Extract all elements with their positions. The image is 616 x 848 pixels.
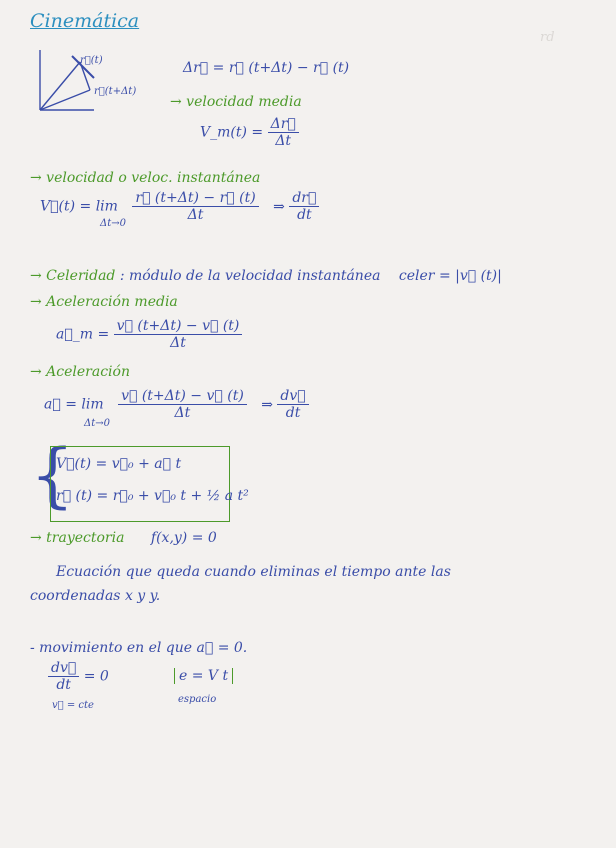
movimiento-box-formula: e = V t	[174, 668, 233, 684]
velocidad-inst-deriv-num: dr⃗	[289, 190, 319, 207]
velocidad-media-den: Δt	[275, 133, 292, 149]
aceleracion-fraction	[118, 388, 247, 421]
aceleracion-formula	[44, 388, 309, 421]
aceleracion-lim: Δt→0	[84, 418, 110, 429]
aceleracion-den: Δt	[174, 405, 191, 421]
aceleracion-deriv-num: dv⃗	[277, 388, 308, 405]
velocidad-inst-fraction	[132, 190, 258, 223]
velocidad-inst-deriv-den: dt	[297, 207, 312, 223]
label-r-t: r⃗(t)	[80, 55, 103, 66]
aceleracion-media-den: Δt	[170, 335, 186, 351]
velocidad-inst-deriv	[289, 190, 319, 223]
velocidad-inst-arrow: ⇒	[273, 198, 285, 215]
aceleracion-media-num: v⃗ (t+Δt) − v⃗ (t)	[114, 318, 243, 335]
movimiento-v-cte: v⃗ = cte	[52, 700, 94, 711]
celeridad-heading: → Celeridad	[30, 268, 116, 284]
velocidad-inst-num: r⃗ (t+Δt) − r⃗ (t)	[132, 190, 258, 207]
system-brace: {	[30, 434, 75, 516]
page-title: Cinemática	[30, 10, 140, 32]
aceleracion-media-formula	[56, 318, 242, 351]
velocidad-inst-lim: Δt→0	[100, 218, 126, 229]
trayectoria-formula: f(x,y) = 0	[150, 530, 217, 546]
aceleracion-num: v⃗ (t+Δt) − v⃗ (t)	[118, 388, 247, 405]
movimiento-heading: - movimiento en el que a⃗ = 0.	[30, 640, 248, 656]
aceleracion-media-lhs: a⃗_m =	[56, 326, 110, 343]
velocidad-inst-lhs: V⃗(t) = lim	[40, 198, 118, 215]
velocidad-instantanea-formula	[40, 190, 319, 223]
trayectoria-text-1: Ecuación que queda cuando eliminas el tiempo ante las	[56, 564, 451, 580]
movimiento-deriv	[48, 660, 109, 693]
system-eq1: V⃗(t) = v⃗₀ + a⃗ t	[56, 456, 182, 472]
aceleracion-deriv-den: dt	[285, 405, 301, 421]
trayectoria-text-2: coordenadas x y y.	[30, 588, 161, 604]
delta-r-formula: Δr⃗ = r⃗ (t+Δt) − r⃗ (t)	[183, 60, 350, 76]
vector-r-t	[40, 62, 80, 110]
aceleracion-deriv	[277, 388, 308, 421]
movimiento-deriv-fraction	[48, 660, 79, 693]
velocidad-media-num: Δr⃗	[268, 116, 299, 133]
trayectoria-line	[30, 530, 217, 546]
celeridad-line	[30, 268, 502, 284]
bleed-through-text: rd	[540, 30, 555, 45]
movimiento-espacio: espacio	[178, 694, 217, 705]
velocidad-media-fraction	[268, 116, 299, 149]
aceleracion-media-heading: → Aceleración media	[30, 294, 178, 310]
velocidad-media-heading: → velocidad media	[170, 94, 302, 110]
label-r-t-dt: r⃗(t+Δt)	[94, 86, 137, 97]
trayectoria-heading: → trayectoria	[30, 530, 125, 546]
aceleracion-arrow: ⇒	[261, 396, 273, 413]
movimiento-deriv-den: dt	[56, 677, 71, 693]
aceleracion-media-fraction	[114, 318, 243, 351]
celeridad-formula: celer = |v⃗ (t)|	[398, 268, 502, 284]
velocidad-media-lhs: V_m(t) =	[200, 124, 264, 141]
celeridad-text: : módulo de la velocidad instantánea	[119, 268, 381, 284]
vector-diagram	[30, 42, 180, 118]
aceleracion-lhs: a⃗ = lim	[44, 396, 104, 413]
velocidad-instantanea-heading: → velocidad o veloc. instantánea	[30, 170, 261, 186]
aceleracion-heading: → Aceleración	[30, 364, 130, 380]
movimiento-deriv-eq: = 0	[83, 668, 109, 685]
velocidad-media-formula	[200, 116, 299, 149]
system-eq2: r⃗ (t) = r⃗₀ + v⃗₀ t + ½ a t²	[56, 488, 249, 504]
velocidad-inst-den: Δt	[187, 207, 204, 223]
movimiento-deriv-num: dv⃗	[48, 660, 79, 677]
